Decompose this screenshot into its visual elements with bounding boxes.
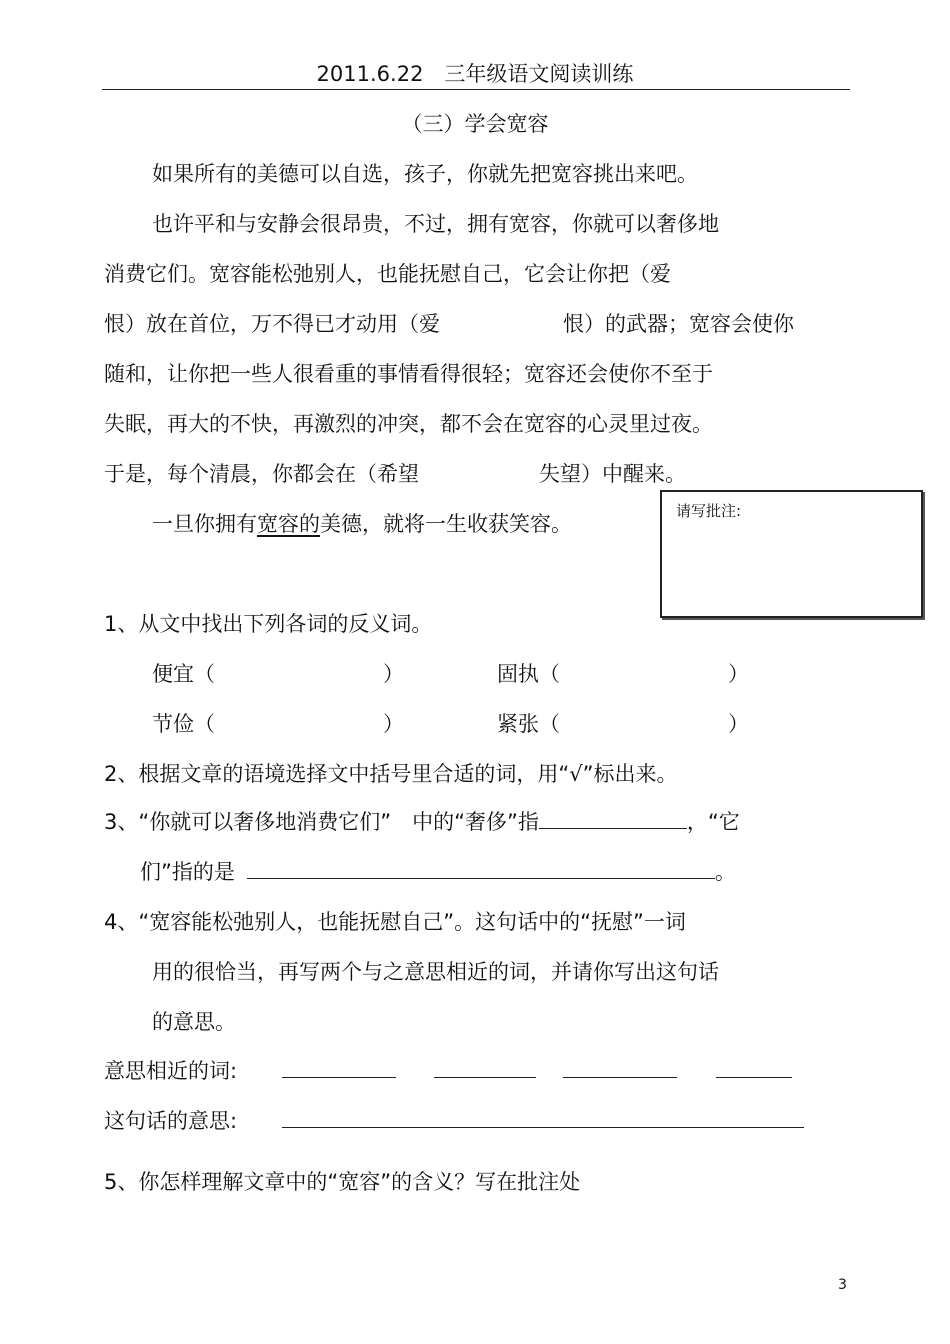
similar-word-blank-3[interactable]	[563, 1055, 677, 1078]
q3-answer-blank-1[interactable]	[539, 806, 687, 829]
q1-item-close: ）	[728, 712, 749, 736]
sentence-meaning-blank[interactable]	[282, 1105, 804, 1128]
q1-item-word: 紧张（	[497, 712, 560, 736]
sentence-meaning-label: 这句话的意思:	[104, 1109, 238, 1133]
similar-word-blank-4[interactable]	[716, 1055, 792, 1078]
header-divider	[102, 89, 850, 90]
article-line-7a: 于是，每个清晨，你都会在（希望	[104, 462, 419, 486]
q3-text-end: 。	[714, 860, 736, 884]
similar-word-blank-2[interactable]	[434, 1055, 536, 1078]
question-1: 1、从文中找出下列各词的反义词。	[104, 612, 433, 636]
article-line-5: 随和，让你把一些人很看重的事情看得很轻；宽容还会使你不至于	[104, 362, 713, 386]
article-title: （三）学会宽容	[401, 112, 549, 136]
q3-text-2: ，“它	[686, 810, 740, 834]
q1-item-word: 固执（	[497, 662, 560, 686]
annotation-label: 请写批注:	[676, 502, 742, 520]
question-4-line-2: 用的很恰当，再写两个与之意思相近的词，并请你写出这句话	[152, 960, 719, 984]
question-2: 2、根据文章的语境选择文中括号里合适的词，用“√”标出来。	[104, 762, 678, 786]
page-header: 2011.6.22 三年级语文阅读训练	[316, 62, 634, 86]
similar-word-blank-1[interactable]	[282, 1055, 396, 1078]
similar-words-label: 意思相近的词:	[104, 1059, 238, 1083]
article-line-8-end: 美德，就将一生收获笑容。	[320, 512, 572, 536]
q3-text-1: 3、“你就可以奢侈地消费它们” 中的“奢侈”指	[104, 810, 539, 834]
article-line-8-start: 一旦你拥有	[152, 512, 257, 536]
article-line-2: 也许平和与安静会很昂贵，不过，拥有宽容，你就可以奢侈地	[152, 212, 719, 236]
article-line-4a: 恨）放在首位，万不得已才动用（爱	[104, 312, 440, 336]
q1-item-close: ）	[728, 662, 749, 686]
q1-item-close: ）	[383, 662, 404, 686]
article-line-1: 如果所有的美德可以自选，孩子，你就先把宽容挑出来吧。	[152, 162, 698, 186]
q1-item-word: 便宜（	[152, 662, 215, 686]
q3-text-3: 们”指的是	[140, 860, 235, 884]
question-3-line-2	[140, 856, 736, 886]
question-5: 5、你怎样理解文章中的“宽容”的含义？写在批注处	[104, 1170, 581, 1194]
question-4-line-3: 的意思。	[152, 1010, 236, 1034]
question-4-line-1: 4、“宽容能松弛别人，也能抚慰自己”。这句话中的“抚慰”一词	[104, 910, 686, 934]
article-line-3: 消费它们。宽容能松弛别人，也能抚慰自己，它会让你把（爱	[104, 262, 671, 286]
q1-item-close: ）	[383, 712, 404, 736]
question-3-line-1	[104, 806, 740, 836]
article-line-6: 失眠，再大的不快，再激烈的冲突，都不会在宽容的心灵里过夜。	[104, 412, 713, 436]
article-line-8	[152, 508, 572, 538]
article-line-7b: 失望）中醒来。	[539, 462, 686, 486]
q3-answer-blank-2[interactable]	[247, 856, 715, 879]
annotation-box[interactable]	[660, 490, 923, 618]
article-line-4b: 恨）的武器；宽容会使你	[563, 312, 794, 336]
page-number: 3	[838, 1277, 847, 1293]
article-underlined-word: 宽容的	[257, 512, 320, 536]
q1-item-word: 节俭（	[152, 712, 215, 736]
